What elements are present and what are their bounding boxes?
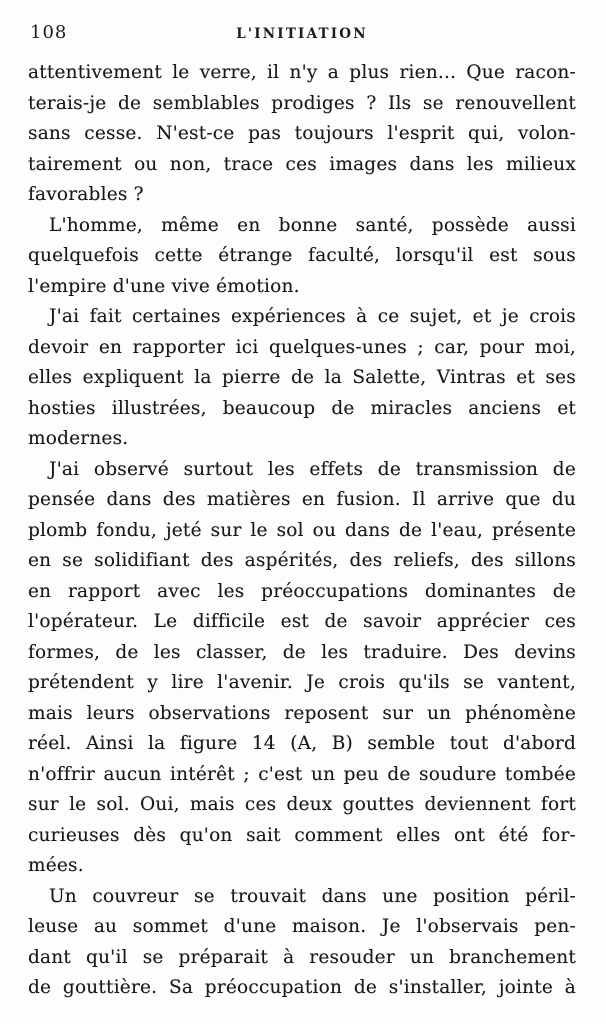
text-line: de gouttière. Sa préoccupation de s'installer, jointe à — [28, 977, 576, 998]
page-number: 108 — [30, 22, 68, 43]
text-line: devoir en rapporter ici quelques-unes ; car, pour moi, — [28, 336, 576, 358]
text-line: favorables ? — [28, 184, 144, 205]
text-line: quelquefois cette étrange faculté, lorsqu'il est sous — [28, 245, 576, 266]
text-line: sur le sol. Oui, mais ces deux gouttes deviennent fort — [28, 794, 576, 815]
text-line: prétendent y lire l'avenir. Je crois qu'ils se vantent, — [28, 672, 576, 693]
text-line: L'homme, même en bonne santé, possède aussi — [49, 214, 576, 236]
text-line: leuse au sommet d'une maison. Je l'observais pen- — [28, 916, 576, 937]
text-line: en se solidifiant des aspérités, des reliefs, des sillons — [28, 550, 576, 571]
text-line: pensée dans des matières en fusion. Il arrive que du — [28, 489, 576, 510]
text-line: n'offrir aucun intérêt ; c'est un peu de soudure tombée — [28, 763, 576, 785]
text-line: en rapport avec les préoccupations dominantes de — [28, 580, 576, 602]
text-line: l'opérateur. Le difficile est de savoir apprécier ces — [28, 611, 576, 632]
text-line: J'ai fait certaines expériences à ce sujet, et je crois — [49, 306, 576, 327]
text-line: mées. — [28, 855, 84, 876]
text-line: tairement ou non, trace ces images dans les milieux — [28, 153, 576, 175]
text-line: modernes. — [28, 428, 129, 449]
text-line: curieuses dès qu'on sait comment elles ont été for- — [28, 824, 576, 846]
page-header — [28, 22, 576, 48]
text-line: attentivement le verre, il n'y a plus rien... Que racon- — [28, 62, 576, 83]
text-line: dant qu'il se préparait à resouder un branchement — [28, 946, 576, 968]
text-line: réel. Ainsi la figure 14 (A, B) semble tout d'abord — [28, 733, 576, 754]
running-title: L'INITIATION — [236, 26, 368, 42]
text-line: mais leurs observations reposent sur un phénomène — [28, 702, 576, 724]
text-line: formes, de les classer, de les traduire. Des devins — [28, 641, 576, 663]
text-line: plomb fondu, jeté sur le sol ou dans de l'eau, présente — [28, 519, 576, 541]
text-line: J'ai observé surtout les effets de transmission de — [49, 458, 576, 480]
text-line: Un couvreur se trouvait dans une position péril- — [49, 885, 576, 907]
text-line: elles expliquent la pierre de la Salette, Vintras et ses — [28, 367, 576, 388]
text-line: l'empire d'une vive émotion. — [28, 275, 300, 297]
text-line: terais-je de semblables prodiges ? Ils se renouvellent — [28, 92, 576, 114]
text-column — [28, 58, 576, 1004]
text-line: sans cesse. N'est-ce pas toujours l'esprit qui, volon- — [28, 123, 576, 144]
text-line: hosties illustrées, beaucoup de miracles anciens et — [28, 397, 576, 419]
